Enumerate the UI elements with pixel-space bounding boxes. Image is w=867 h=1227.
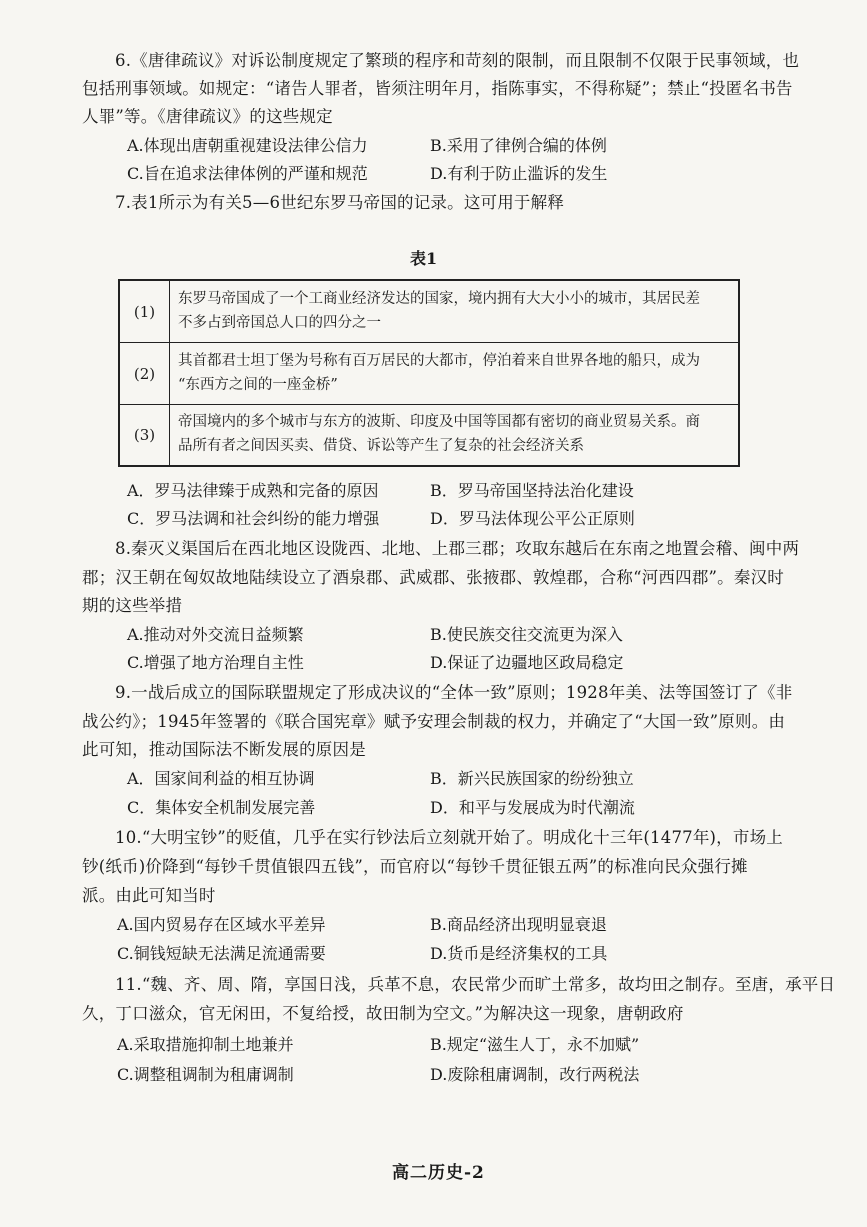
q8-line-3: 期的这些举措 [82,596,183,615]
q10-option-b[interactable]: B.商品经济出现明显衰退 [430,915,607,934]
row-text [178,287,732,335]
q6-line-2: 包括刑事领域。如规定：“诸告人罪者，皆须注明年月，指陈事实，不得称疑”；禁止“投匿名书告 [82,79,793,98]
q7-line-1: 7.表1所示为有关5—6世纪东罗马帝国的记录。这可用于解释 [115,193,565,212]
table-title: 表1 [410,249,438,268]
q11-line-1: 11.“魏、齐、周、隋，享国日浅，兵革不息，农民常少而旷土常多，故均田之制存。至唐，承平日 [115,975,836,994]
row-text [178,349,732,397]
q11-option-d[interactable]: D.废除租庸调制，改行两税法 [430,1065,640,1084]
table-row [120,343,738,405]
q9-option-d[interactable]: D．和平与发展成为时代潮流 [430,798,635,817]
q10-line-3: 派。由此可知当时 [82,886,216,905]
q7-option-a[interactable]: A．罗马法律臻于成熟和完备的原因 [127,481,379,500]
q11-option-a[interactable]: A.采取措施抑制土地兼并 [117,1035,294,1054]
row-text [178,410,732,458]
table-row [120,281,738,343]
q9-line-3: 此可知，推动国际法不断发展的原因是 [82,740,366,759]
q7-option-c[interactable]: C．罗马法调和社会纠纷的能力增强 [127,509,380,528]
q6-line-1: 6.《唐律疏议》对诉讼制度规定了繁琐的程序和苛刻的限制，而且限制不仅限于民事领域，也 [115,51,800,70]
table-row [120,405,738,465]
q11-option-c[interactable]: C.调整租调制为租庸调制 [117,1065,294,1084]
q10-line-2: 钞(纸币)价降到“每钞千贯值银四五钱”，而官府以“每钞千贯征银五两”的标准向民众强行摊 [82,857,748,876]
row-text-line: 品所有者之间因买卖、借贷、诉讼等产生了复杂的社会经济关系 [178,438,584,454]
q9-option-a[interactable]: A．国家间利益的相互协调 [127,769,315,788]
q6-option-b[interactable]: B.采用了律例合编的体例 [430,136,607,155]
row-number: (3) [120,405,170,465]
q7-option-b[interactable]: B．罗马帝国坚持法治化建设 [430,481,634,500]
q8-option-a[interactable]: A.推动对外交流日益频繁 [127,625,304,644]
q11-line-2: 久，丁口滋众，官无闲田，不复给授，故田制为空文。”为解决这一现象，唐朝政府 [82,1004,684,1023]
q10-option-a[interactable]: A.国内贸易存在区域水平差异 [117,915,326,934]
q7-option-d[interactable]: D．罗马法体现公平公正原则 [430,509,635,528]
q6-line-3: 人罪”等。《唐律疏议》的这些规定 [82,107,333,126]
q8-option-b[interactable]: B.使民族交往交流更为深入 [430,625,623,644]
q6-option-a[interactable]: A.体现出唐朝重视建设法律公信力 [127,136,368,155]
row-number: (2) [120,343,170,404]
row-text-line: 东罗马帝国成了一个工商业经济发达的国家，境内拥有大大小小的城市，其居民差 [178,291,700,307]
row-text-line: 不多占到帝国总人口的四分之一 [178,315,381,331]
row-number: (1) [120,281,170,342]
q9-option-c[interactable]: C．集体安全机制发展完善 [127,798,316,817]
q9-option-b[interactable]: B．新兴民族国家的纷纷独立 [430,769,634,788]
page-footer: 高二历史-2 [392,1163,485,1183]
q8-line-1: 8.秦灭义渠国后在西北地区设陇西、北地、上郡三郡；攻取东越后在东南之地置会稽、闽中两 [115,539,800,558]
q10-line-1: 10.“大明宝钞”的贬值，几乎在实行钞法后立刻就开始了。明成化十三年(1477年)，市场上 [115,828,783,847]
q9-line-2: 战公约》；1945年签署的《联合国宪章》赋予安理会制裁的权力，并确定了“大国一致”原则。由 [82,712,786,731]
q8-option-d[interactable]: D.保证了边疆地区政局稳定 [430,653,624,672]
q10-option-c[interactable]: C.铜钱短缺无法满足流通需要 [117,944,326,963]
q8-line-2: 郡；汉王朝在匈奴故地陆续设立了酒泉郡、武威郡、张掖郡、敦煌郡，合称“河西四郡”。秦汉时 [82,568,784,587]
q10-option-d[interactable]: D.货币是经济集权的工具 [430,944,608,963]
records-table [118,279,740,467]
row-text-line: 其首都君士坦丁堡为号称有百万居民的大都市，停泊着来自世界各地的船只，成为 [178,353,700,369]
row-text-line: 帝国境内的多个城市与东方的波斯、印度及中国等国都有密切的商业贸易关系。商 [178,414,700,430]
q6-option-d[interactable]: D.有利于防止滥诉的发生 [430,164,608,183]
q6-option-c[interactable]: C.旨在追求法律体例的严谨和规范 [127,164,368,183]
q9-line-1: 9.一战后成立的国际联盟规定了形成决议的“全体一致”原则；1928年美、法等国签订了《非 [115,683,793,702]
row-text-line: “东西方之间的一座金桥” [178,377,338,393]
q8-option-c[interactable]: C.增强了地方治理自主性 [127,653,304,672]
q11-option-b[interactable]: B.规定“滋生人丁，永不加赋” [430,1035,640,1054]
